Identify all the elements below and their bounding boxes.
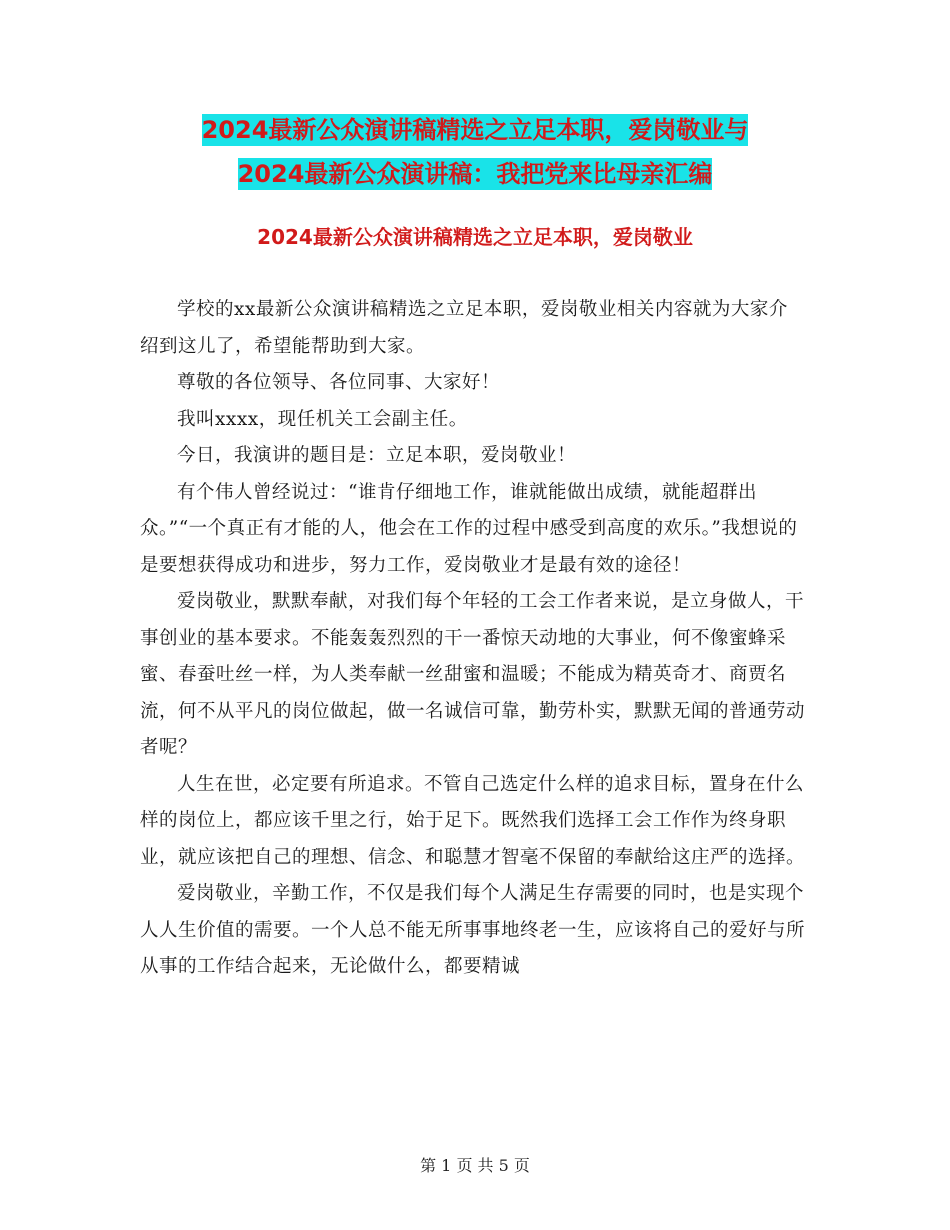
section-title: 2024最新公众演讲稿精选之立足本职，爱岗敬业	[257, 225, 693, 249]
paragraph: 爱岗敬业，默默奉献，对我们每个年轻的工会工作者来说，是立身做人，干事创业的基本要求。不能轰轰烈烈的干一番惊天动地的大事业，何不像蜜蜂采蜜、春蚕吐丝一样，为人类奉献一丝甜蜜和温暖；不能成为精英奇才、商贾名流，何不从平凡的岗位做起，做一名诚信可靠，勤劳朴实，默默无闻的普通劳动者呢？	[140, 591, 806, 758]
paragraph: 有个伟人曾经说过：“谁肯仔细地工作，谁就能做出成绩，就能超群出众。”“一个真正有才能的人，他会在工作的过程中感受到高度的欢乐。”我想说的是要想获得成功和进步，努力工作，爱岗敬业才是最有效的途径！	[140, 481, 798, 576]
title-highlight-2: 2024最新公众演讲稿：我把党来比母亲汇编	[237, 160, 713, 188]
paragraph: 人生在世，必定要有所追求。不管自己选定什么样的追求目标，置身在什么样的岗位上，都应该千里之行，始于足下。既然我们选择工会工作作为终身职业，就应该把自己的理想、信念、和聪慧才智毫不保留的奉献给这庄严的选择。	[140, 773, 806, 868]
paragraph: 我叫xxxx，现任机关工会副主任。	[177, 408, 468, 430]
paragraph: 尊敬的各位领导、各位同事、大家好！	[177, 372, 501, 393]
document-title-line-1	[0, 113, 950, 147]
document-title-line-2	[0, 157, 950, 191]
body-text	[140, 292, 805, 986]
page-footer: 第 1 页 共 5 页	[420, 1156, 530, 1175]
paragraph: 今日，我演讲的题目是：立足本职，爱岗敬业！	[177, 445, 577, 466]
paragraph: 学校的xx最新公众演讲稿精选之立足本职，爱岗敬业相关内容就为大家介绍到这儿了，希望能帮助到大家。	[140, 299, 788, 357]
paragraph: 爱岗敬业，辛勤工作，不仅是我们每个人满足生存需要的同时，也是实现个人人生价值的需要。一个人总不能无所事事地终老一生，应该将自己的爱好与所从事的工作结合起来，无论做什么，都要精诚	[140, 883, 806, 977]
title-highlight-1: 2024最新公众演讲稿精选之立足本职，爱岗敬业与	[201, 116, 749, 144]
